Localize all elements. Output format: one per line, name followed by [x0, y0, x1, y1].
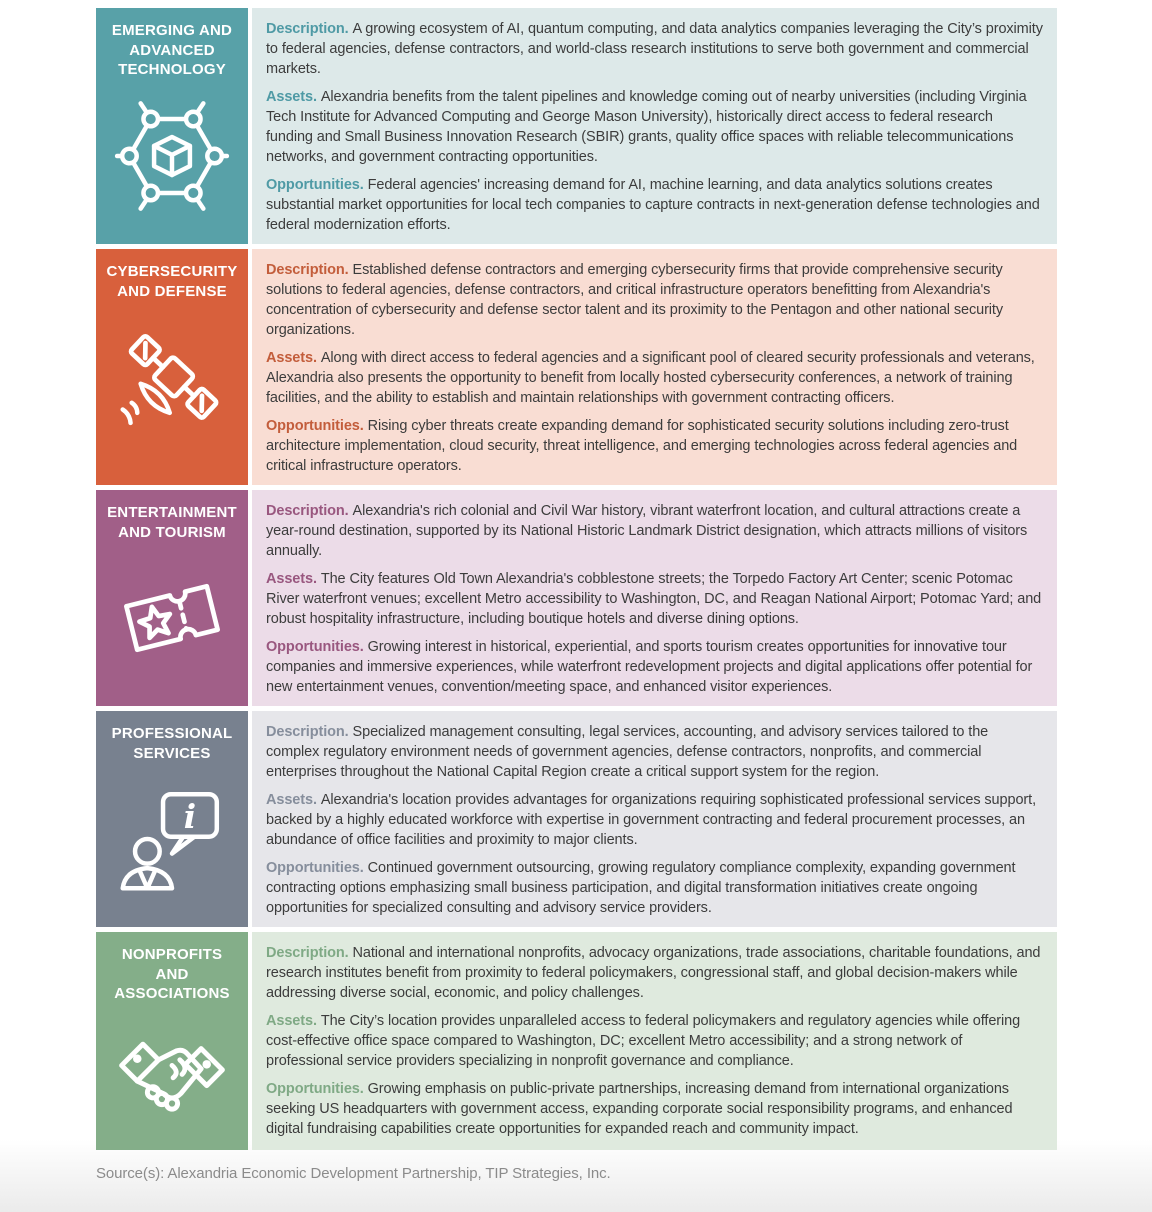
paragraph-text: The City features Old Town Alexandria's cobblestone streets; the Torpedo Factory Art Center; scenic Potomac River waterfront venues; excellent Metro accessibility to Washington, DC, and Reagan National Airport; Potomac Yard; and robust hospitality infrastructure, including boutique hotels and diverse dining options.	[266, 571, 1042, 627]
sector-paragraph	[266, 87, 1043, 167]
paragraph-lead: Opportunities.	[266, 639, 368, 655]
sector-title: EMERGING AND ADVANCED TECHNOLOGY	[111, 22, 233, 78]
paragraph-lead: Description.	[266, 724, 353, 740]
sector-paragraph	[266, 1011, 1043, 1071]
paragraph-lead: Opportunities.	[266, 418, 368, 434]
paragraph-lead: Description.	[266, 945, 353, 961]
paragraph-text: The City’s location provides unparalleled access to federal policymakers and regulatory agencies while offering cost-effective office space compared to Washington, DC; excellent Metro accessibility; and a strong network of professional service providers specializing in nonprofit governance and compliance.	[266, 1013, 1021, 1069]
paragraph-lead: Opportunities.	[266, 1081, 368, 1097]
sector-paragraph	[266, 790, 1043, 850]
source-note: Source(s): Alexandria Economic Development Partnership, TIP Strategies, Inc.	[96, 1164, 611, 1182]
sector-paragraph	[266, 19, 1043, 79]
paragraph-lead: Opportunities.	[266, 177, 368, 193]
sector-paragraph	[266, 416, 1043, 476]
paragraph-lead: Assets.	[266, 571, 321, 587]
sector-paragraph	[266, 348, 1043, 408]
paragraph-text: Alexandria benefits from the talent pipelines and knowledge coming out of nearby universities (including Virginia Tech Institute for Advanced Computing and George Mason University), historically direct access to federal research funding and Small Business Innovation Research (SBIR) grants, quality office spaces with reliable telecommunications networks, and government contracting opportunities.	[266, 89, 1027, 165]
paragraph-text: Along with direct access to federal agencies and a significant pool of cleared security professionals and veterans, Alexandria also presents the opportunity to benefit from locally hosted cybersecurity conferences, a network of training facilities, and the ability to establish and maintain relationships with government contracting officers.	[266, 350, 1035, 406]
satellite-icon	[114, 321, 230, 433]
paragraph-text: Rising cyber threats create expanding demand for sophisticated security solutions including zero-trust architecture implementation, cloud security, threat intelligence, and emerging technologies across federal agencies and critical infrastructure operators.	[266, 418, 1018, 474]
paragraph-text: Specialized management consulting, legal services, accounting, and advisory services tailored to the complex regulatory environment needs of government agencies, defense contractors, nonprofits, and commercial enterprises throughout the National Capital Region create a critical support system for the region.	[266, 724, 989, 780]
sector-label-panel	[96, 490, 248, 706]
sector-title: PROFESSIONAL SERVICES	[111, 725, 233, 762]
paragraph-text: Federal agencies' increasing demand for AI, machine learning, and data analytics solutions creates substantial market opportunities for local tech companies to capture contracts in next-generation defense technologies and federal modernization efforts.	[266, 177, 1040, 233]
sector-row-nonprofits-and-associations	[96, 932, 1057, 1150]
sector-details-panel	[252, 249, 1057, 485]
paragraph-text: Growing emphasis on public-private partnerships, increasing demand from international organizations seeking US headquarters with government access, expanding corporate social responsibility programs, and enhanced digital fundraising capabilities create opportunities for expanded reach and community impact.	[266, 1081, 1013, 1137]
paragraph-lead: Description.	[266, 21, 353, 37]
ticket-icon	[114, 562, 230, 674]
paragraph-text: Alexandria's rich colonial and Civil War history, vibrant waterfront location, and cultural attractions create a year-round destination, supported by its National Historic Landmark District designation, which attracts millions of visitors annually.	[266, 503, 1028, 559]
paragraph-text: A growing ecosystem of AI, quantum computing, and data analytics companies leveraging the City’s proximity to federal agencies, defense contractors, and world-class research institutions to serve both government and commercial markets.	[266, 21, 1043, 77]
sector-label-panel	[96, 711, 248, 927]
sector-paragraph	[266, 858, 1043, 918]
sector-row-emerging-and-advanced-technology	[96, 8, 1057, 244]
sector-label-panel	[96, 249, 248, 485]
sector-paragraph	[266, 501, 1043, 561]
handshake-icon	[114, 1024, 230, 1136]
paragraph-text: Growing interest in historical, experiential, and sports tourism creates opportunities for innovative tour companies and immersive experiences, while waterfront redevelopment projects and digital applications offer potential for new entertainment venues, convention/meeting space, and enhanced visitor experiences.	[266, 639, 1033, 695]
sector-paragraph	[266, 943, 1043, 1003]
sector-title: NONPROFITS AND ASSOCIATIONS	[114, 946, 230, 1002]
svg-text:i: i	[183, 797, 197, 836]
network-cube-icon	[114, 100, 230, 212]
person-info-icon	[114, 783, 230, 895]
paragraph-text: Established defense contractors and emerging cybersecurity firms that provide comprehensive security solutions to federal agencies, defense contractors, and critical infrastructure operators benefitting from Alexandria's concentration of cybersecurity and defense sector talent and its proximity to the Pentagon and other national security organizations.	[266, 262, 1003, 338]
paragraph-lead: Assets.	[266, 792, 321, 808]
paragraph-lead: Description.	[266, 503, 353, 519]
sector-row-professional-services	[96, 711, 1057, 927]
sector-paragraph	[266, 637, 1043, 697]
sector-label-panel	[96, 932, 248, 1150]
sector-details-panel	[252, 932, 1057, 1150]
sector-title: ENTERTAINMENT AND TOURISM	[107, 504, 237, 541]
paragraph-text: Alexandria's location provides advantages for organizations requiring sophisticated professional services support, backed by a highly educated workforce with expertise in government contracting and federal procurement processes, an abundance of office facilities and proximity to major clients.	[266, 792, 1036, 848]
sector-paragraph	[266, 1079, 1043, 1139]
paragraph-text: Continued government outsourcing, growing regulatory compliance complexity, expanding government contracting options emphasizing small business participation, and digital transformation initiatives create ongoing opportunities for specialized consulting and advisory service providers.	[266, 860, 1016, 916]
sector-details-panel	[252, 711, 1057, 927]
sector-details-panel	[252, 490, 1057, 706]
sector-details-panel	[252, 8, 1057, 244]
sector-paragraph	[266, 722, 1043, 782]
sector-paragraph	[266, 569, 1043, 629]
paragraph-lead: Assets.	[266, 89, 321, 105]
sector-title: CYBERSECURITY AND DEFENSE	[106, 263, 238, 300]
paragraph-lead: Opportunities.	[266, 860, 368, 876]
sector-table	[96, 8, 1057, 1150]
sector-paragraph	[266, 175, 1043, 235]
paragraph-lead: Description.	[266, 262, 353, 278]
paragraph-lead: Assets.	[266, 350, 321, 366]
sector-paragraph	[266, 260, 1043, 340]
paragraph-text: National and international nonprofits, advocacy organizations, trade associations, charitable foundations, and research institutes benefit from proximity to federal policymakers, congressional staff, and global decision-makers while addressing diverse social, economic, and policy challenges.	[266, 945, 1041, 1001]
sector-row-cybersecurity-and-defense	[96, 249, 1057, 485]
sector-row-entertainment-and-tourism	[96, 490, 1057, 706]
paragraph-lead: Assets.	[266, 1013, 321, 1029]
sector-label-panel	[96, 8, 248, 244]
